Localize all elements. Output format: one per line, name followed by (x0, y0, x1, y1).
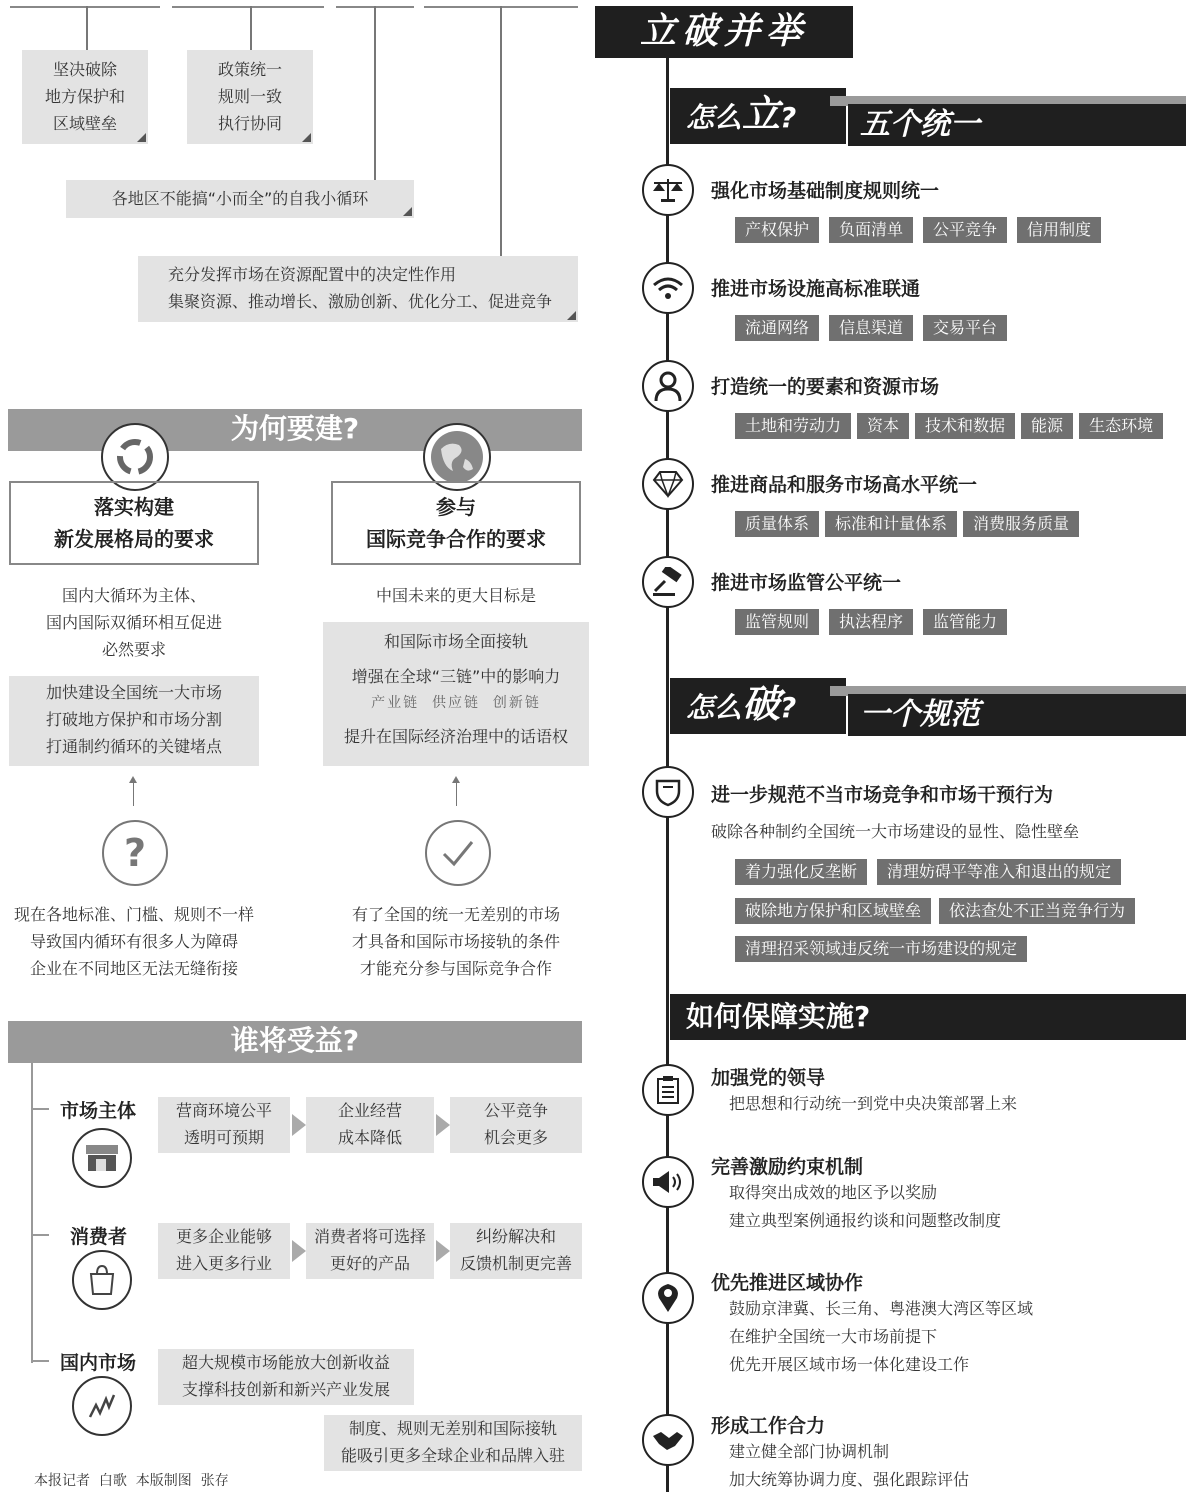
top-box-4: 充分发挥市场在资源配置中的决定性作用 集聚资源、推动增长、激励创新、优化分工、促进竞争 (138, 256, 578, 322)
benefit-r3-box1: 超大规模市场能放大创新收益 支撑科技创新和新兴产业发展 (158, 1349, 414, 1405)
break-tags-row2 (735, 898, 1145, 924)
why-right-box: 和国际市场全面接轨 增强在全球“三链”中的影响力 产业链 供应链 创新链 提升在国际经济治理中的话语权 (323, 622, 589, 766)
tag: 监管规则 (735, 609, 819, 635)
tag: 资本 (857, 413, 909, 439)
tag: 破除地方保护和区域壁垒 (735, 898, 931, 924)
why-left-box: 加快建设全国统一大市场 打破地方保护和市场分割 打通制约循环的关键堵点 (9, 676, 259, 766)
guarantee4-title: 形成工作合力 (711, 1415, 826, 1437)
tag: 着力强化反垄断 (735, 859, 867, 885)
why-right-title: 参与 国际竞争合作的要求 (331, 481, 581, 565)
tag: 流通网络 (735, 315, 819, 341)
how-break-answer: 一个规范 (848, 694, 1186, 736)
benefit-r3-box2: 制度、规则无差别和国际接轨 能吸引更多全球企业和品牌入驻 (324, 1415, 582, 1471)
benefit-r2-box3: 纠纷解决和 反馈机制更完善 (450, 1223, 582, 1279)
item5-tags (735, 609, 1017, 635)
top-box-3: 各地区不能搞“小而全”的自我小循环 (66, 180, 414, 218)
benefit-label-market-entity: 市场主体 (60, 1100, 137, 1122)
item1-title: 强化市场基础制度规则统一 (711, 180, 940, 202)
why-left-desc: 国内大循环为主体、 国内国际双循环相互促进 必然要求 (45, 586, 222, 659)
guarantee-header: 如何保障实施? (670, 994, 1186, 1040)
item3-title: 打造统一的要素和资源市场 (711, 376, 940, 398)
item3-tags (735, 413, 1163, 439)
scales-icon (642, 164, 694, 216)
tag: 信息渠道 (829, 315, 913, 341)
gavel-icon (642, 556, 694, 608)
guarantee3-text: 鼓励京津冀、长三角、粤港澳大湾区等区域 在维护全国统一大市场前提下 优先开展区域市场一体化建设工作 (729, 1299, 1034, 1374)
tag: 标准和计量体系 (825, 511, 957, 537)
break-tags-row1 (735, 859, 1131, 885)
person-icon (642, 360, 694, 412)
tag: 负面清单 (829, 217, 913, 243)
tag: 清理妨碍平等准入和退出的规定 (877, 859, 1121, 885)
how-establish-answer: 五个统一 (848, 104, 1186, 146)
item4-title: 推进商品和服务市场高水平统一 (711, 474, 978, 496)
tag: 生态环境 (1079, 413, 1163, 439)
item2-title: 推进市场设施高标准联通 (711, 278, 921, 300)
arrow-up-left (133, 778, 134, 806)
break-desc: 破除各种制约全国统一大市场建设的显性、隐性壁垒 (711, 822, 1080, 841)
check-icon (425, 820, 491, 886)
tag: 公平竞争 (923, 217, 1007, 243)
benefit-r2-box1: 更多企业能够 进入更多行业 (158, 1223, 290, 1279)
benefit-r1-box1: 营商环境公平 透明可预期 (158, 1097, 290, 1153)
guarantee1-text: 把思想和行动统一到党中央决策部署上来 (729, 1094, 1018, 1113)
tag: 产权保护 (735, 217, 819, 243)
how-break-question: 怎么破? (670, 678, 846, 734)
benefit-header: 谁将受益? (8, 1021, 582, 1063)
benefit-label-domestic-market: 国内市场 (60, 1352, 137, 1374)
storefront-icon (72, 1128, 132, 1188)
wifi-icon (642, 262, 694, 314)
why-right-bottom: 有了全国的统一无差别的市场 才具备和国际市场接轨的条件 才能充分参与国际竞争合作 (351, 905, 560, 978)
guarantee1-title: 加强党的领导 (711, 1067, 826, 1089)
megaphone-icon (642, 1156, 694, 1208)
tag: 技术和数据 (915, 413, 1015, 439)
tag: 监管能力 (923, 609, 1007, 635)
item5-title: 推进市场监管公平统一 (711, 572, 902, 594)
guarantee3-title: 优先推进区域协作 (711, 1272, 864, 1294)
benefit-r2-box2: 消费者将可选择 更好的产品 (306, 1223, 434, 1279)
tag: 消费服务质量 (963, 511, 1079, 537)
top-box-1: 坚决破除 地方保护和 区域壁垒 (22, 50, 148, 144)
item2-tags (735, 315, 1017, 341)
break-title: 进一步规范不当市场竞争和市场干预行为 (711, 784, 1054, 806)
tag: 土地和劳动力 (735, 413, 851, 439)
why-left-title: 落实构建 新发展格局的要求 (9, 481, 259, 565)
tag: 能源 (1021, 413, 1073, 439)
top-box-2: 政策统一 规则一致 执行协同 (187, 50, 313, 144)
tag: 清理招采领域违反统一市场建设的规定 (735, 936, 1027, 962)
tag: 信用制度 (1017, 217, 1101, 243)
why-header: 为何要建? (8, 409, 582, 451)
credit-line: 本报记者 白歌 本版制图 张存 (34, 1473, 229, 1489)
title-banner: 立破并举 (595, 6, 853, 58)
question-icon: ? (102, 820, 168, 886)
tag: 质量体系 (735, 511, 819, 537)
arrow-up-right (456, 778, 457, 806)
guarantee2-text: 取得突出成效的地区予以奖励 建立典型案例通报约谈和问题整改制度 (729, 1183, 1002, 1230)
handshake-icon (642, 1414, 694, 1466)
tag: 交易平台 (923, 315, 1007, 341)
break-tags-row3 (735, 936, 1037, 962)
tag: 执法程序 (829, 609, 913, 635)
shield-icon (642, 766, 694, 818)
item1-tags (735, 217, 1111, 243)
why-right-desc: 中国未来的更大目标是 (375, 586, 536, 605)
diamond-icon (642, 458, 694, 510)
shopping-bag-icon (72, 1250, 132, 1310)
how-establish-question: 怎么立? (670, 88, 846, 144)
trend-chart-icon (72, 1376, 132, 1436)
benefit-label-consumer: 消费者 (70, 1226, 128, 1248)
benefit-r1-box3: 公平竞争 机会更多 (450, 1097, 582, 1153)
guarantee4-text: 建立健全部门协调机制 加大统筹协调力度、强化跟踪评估 (729, 1442, 970, 1489)
guarantee2-title: 完善激励约束机制 (711, 1156, 864, 1178)
benefit-r1-box2: 企业经营 成本降低 (306, 1097, 434, 1153)
tag: 依法查处不正当竞争行为 (939, 898, 1135, 924)
location-pin-icon (642, 1272, 694, 1324)
clipboard-icon (642, 1064, 694, 1116)
item4-tags (735, 511, 1089, 537)
why-left-bottom: 现在各地标准、门槛、规则不一样 导致国内循环有很多人为障碍 企业在不同地区无法无缝衔接 (13, 905, 254, 978)
